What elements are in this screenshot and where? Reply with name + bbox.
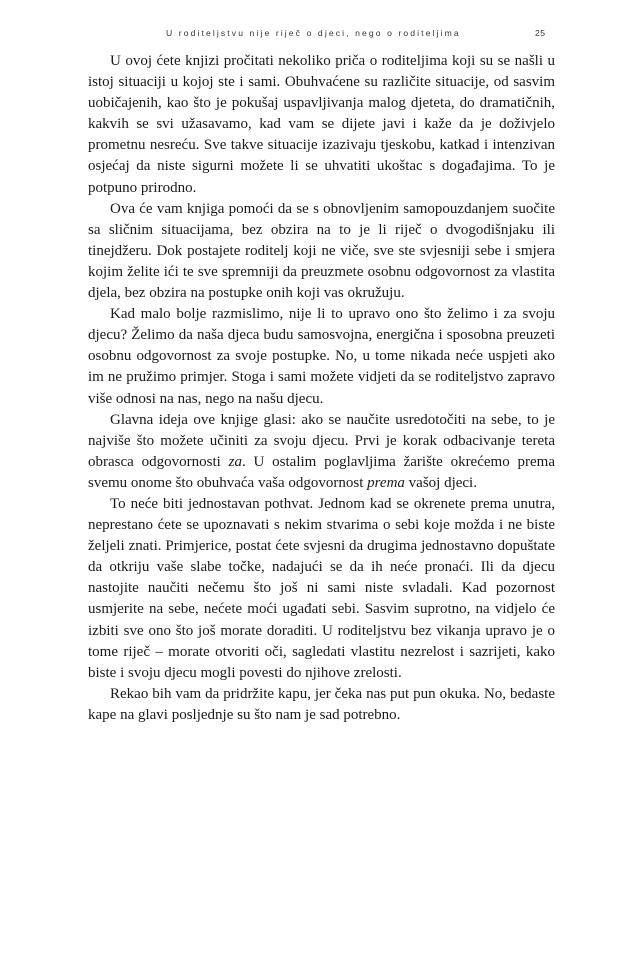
paragraph-text: Glavna ideja ove knjige glasi: ako se naučite usredotočiti na sebe, to je najviše što možete učiniti za svoju djecu. Prvi je korak odbacivanje tereta obrasca odgovornosti xyxy=(88,411,555,470)
paragraph: Ova će vam knjiga pomoći da se s obnovljenim samopouzdanjem suočite sa sličnim situacijama, bez obzira na to je li riječ o dvogodišnjaku ili tinejdžeru. Dok postajete roditelj koji ne viče, sve ste svjesniji sebe i smjera kojim želite ići te sve spremniji da preuzmete osobnu odgovornost za vlastita djela, bez obzira na postupke onih koji vas okružuju. xyxy=(88,200,555,302)
paragraph-text: vašoj djeci. xyxy=(404,474,477,491)
page-number: 25 xyxy=(535,28,546,38)
paragraph: To neće biti jednostavan pothvat. Jednom kad se okrenete prema unutra, neprestano ćete se upoznavati s nekim stvarima o sebi koje možda i ne biste željeli znati. Primjerice, postat ćete svjesni da drugima jednostavno dopuštate da otkriju vaše slabe točke, nadajući se da ih neće pronaći. Ili da djecu nastojite naučiti nečemu što još ni sami niste svladali. Kad pozornost usmjerite na sebe, nećete moći ugađati sebi. Sasvim suprotno, na vidjelo će izbiti sve ono što još morate doraditi. U roditeljstvu bez vikanja upravo je o tome riječ – morate otvoriti oči, sagledati vlastitu nezrelost i sazrijeti, kako biste i svoju djecu mogli povesti do njihove zrelosti. xyxy=(88,495,555,681)
paragraph: Kad malo bolje razmislimo, nije li to upravo ono što želimo i za svoju djecu? Želimo da naša djeca budu samosvojna, energična i sposobna preuzeti osobnu odgovornost za svoje postupke. No, u tome nikada neće uspjeti ako im ne pružimo primjer. Stoga i sami možete vidjeti da se roditeljstvo zapravo više odnosi na nas, nego na našu djecu. xyxy=(88,306,555,407)
paragraph xyxy=(88,410,555,494)
emphasis-prema: prema xyxy=(367,474,405,491)
emphasis-za: za xyxy=(228,453,242,470)
running-header xyxy=(0,28,638,44)
body-text xyxy=(88,51,555,726)
running-title: U roditeljstvu nije riječ o djeci, nego o roditeljima xyxy=(166,28,461,38)
paragraph: Rekao bih vam da pridržite kapu, jer čeka nas put pun okuka. No, bedaste kape na glavi posljednje su što nam je sad potrebno. xyxy=(88,685,555,723)
paragraph: U ovoj ćete knjizi pročitati nekoliko priča o roditeljima koji su se našli u istoj situaciji u kojoj ste i sami. Obuhvaćene su različite situacije, od sasvim uobičajenih, kao što je pokušaj uspavljivanja malog djeteta, do dramatičnih, kakvih se svi užasavamo, kad vam se dijete javi i kaže da je doživjelo prometnu nesreću. Sve takve situacije izazivaju tjeskobu, katkad i intenzivan osjećaj da niste sigurni možete li se uhvatiti ukoštac s događajima. To je potpuno prirodno. xyxy=(88,53,555,196)
paragraph-text: . U ostalim poglavljima žarište okrećemo prema svemu onome što obuhvaća vaša odgovornost xyxy=(88,453,555,491)
